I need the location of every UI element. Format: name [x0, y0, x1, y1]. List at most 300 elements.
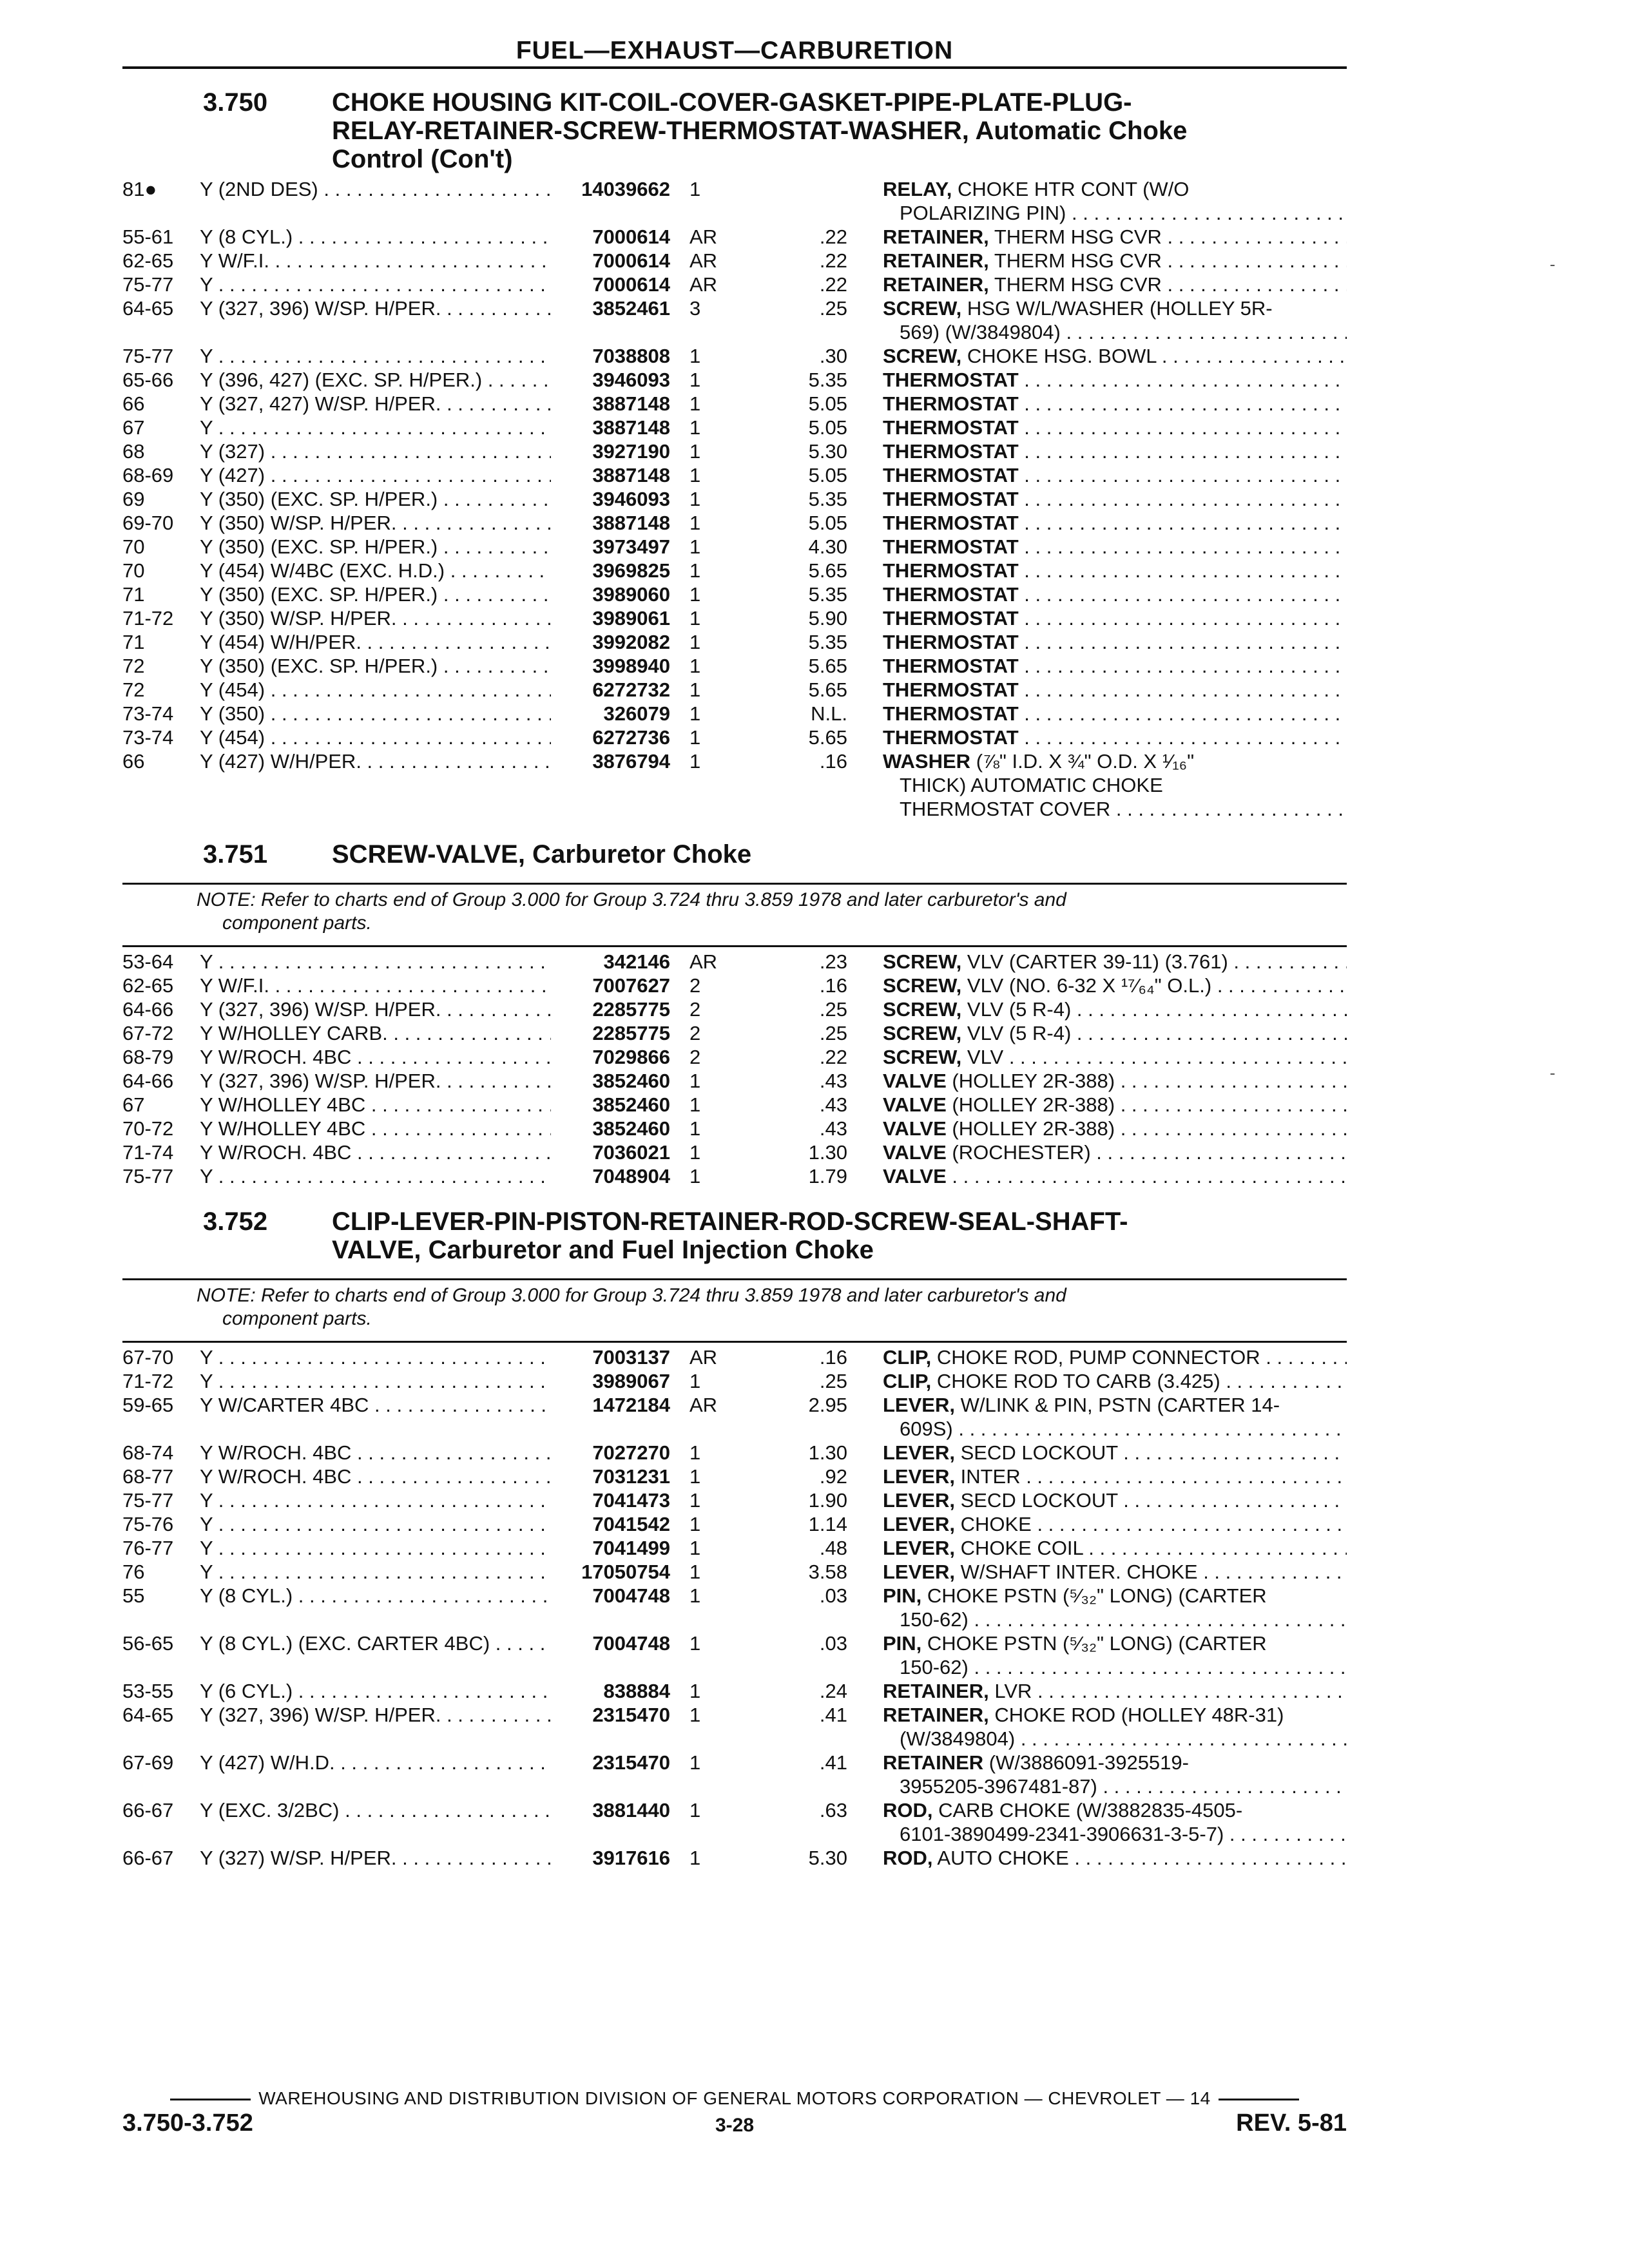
- description-line: [883, 1846, 1347, 1870]
- part-name: THERMOSTAT: [883, 607, 1019, 629]
- price: 5.05: [808, 392, 847, 415]
- description: [883, 1117, 1347, 1140]
- part-number: 3887148: [592, 416, 670, 439]
- description: [883, 950, 1347, 974]
- description-text: CHOKE ROD (HOLLEY 48R-31): [988, 1704, 1284, 1726]
- description: [883, 582, 1347, 606]
- description: [883, 974, 1347, 997]
- description-line: [883, 1417, 1347, 1441]
- table-row: [122, 559, 1347, 582]
- part-name: RETAINER: [883, 1751, 984, 1774]
- quantity: 1: [689, 726, 701, 749]
- description-text: SECD LOCKOUT . . .: [955, 1441, 1347, 1464]
- quantity: 1: [689, 345, 701, 367]
- description-text: CHOKE ROD TO CARB (3.425) . . .: [931, 1370, 1347, 1392]
- model-years: 67-69: [122, 1751, 174, 1774]
- model-years: 76: [122, 1561, 145, 1583]
- description-line: [883, 1345, 1347, 1369]
- part-number: 2315470: [592, 1751, 670, 1774]
- description-text: [1019, 702, 1347, 725]
- part-name: VALVE: [883, 1093, 947, 1116]
- part-name: THERMOSTAT: [883, 631, 1019, 653]
- description-text: [1019, 678, 1347, 701]
- table-row: [122, 1679, 1347, 1703]
- part-name: VALVE: [883, 1165, 947, 1187]
- quantity: AR: [689, 273, 718, 296]
- description-text: VLV (NO. 6-32 X ¹⁷⁄₆₄" O.L.) . . .: [961, 974, 1347, 997]
- description: [883, 702, 1347, 726]
- description-line: [883, 1117, 1347, 1140]
- part-number: 17050754: [581, 1561, 670, 1583]
- description: [883, 1703, 1347, 1751]
- quantity: 1: [689, 655, 701, 677]
- table-row: [122, 1441, 1347, 1465]
- section-title-line: CHOKE HOUSING KIT-COIL-COVER-GASKET-PIPE-PLATE-PLUG-: [332, 88, 1132, 117]
- section-title-line: CLIP-LEVER-PIN-PISTON-RETAINER-ROD-SCREW-SEAL-SHAFT-: [332, 1207, 1128, 1236]
- quantity: 1: [689, 1561, 701, 1583]
- part-name: RETAINER,: [883, 1680, 989, 1702]
- model-years: 62-65: [122, 974, 174, 997]
- description-text: THICK) AUTOMATIC CHOKE: [900, 774, 1163, 796]
- quantity: 1: [689, 1465, 701, 1488]
- part-number: 3973497: [592, 535, 670, 558]
- table-row: [122, 1021, 1347, 1045]
- part-number: 3852460: [592, 1117, 670, 1140]
- price: 5.35: [808, 488, 847, 510]
- application: Y (350) W/SP. H/PER. . . .: [200, 606, 551, 630]
- part-number: 7000614: [592, 249, 670, 272]
- description: [883, 177, 1347, 225]
- part-number: 3992082: [592, 631, 670, 653]
- section-title: [332, 88, 1347, 173]
- description-text: (W/3849804) . . .: [900, 1727, 1347, 1750]
- table-row: [122, 225, 1347, 249]
- description-text: 3955205-3967481-87) . . .: [900, 1775, 1347, 1798]
- application: Y W/F.I. . . .: [200, 249, 551, 273]
- price: 1.30: [808, 1141, 847, 1164]
- description-text: VLV (CARTER 39-11) (3.761) . . .: [961, 950, 1347, 973]
- model-years: 64-65: [122, 1704, 174, 1726]
- model-years: 75-77: [122, 1489, 174, 1512]
- description-text: CARB CHOKE (W/3882835-4505-: [932, 1799, 1243, 1821]
- part-number: 1472184: [592, 1394, 670, 1416]
- description: [883, 1369, 1347, 1393]
- price: .25: [819, 998, 847, 1021]
- quantity: 1: [689, 1751, 701, 1774]
- description-text: VLV . . .: [961, 1046, 1347, 1068]
- description: [883, 1164, 1347, 1188]
- part-number: 2285775: [592, 998, 670, 1021]
- part-name: RETAINER,: [883, 1704, 989, 1726]
- model-years: 66: [122, 750, 145, 773]
- quantity: 1: [689, 464, 701, 486]
- price: .92: [819, 1465, 847, 1488]
- description-text: [1019, 392, 1347, 415]
- part-number: 3876794: [592, 750, 670, 773]
- description-line: [883, 1393, 1347, 1417]
- price: 5.65: [808, 559, 847, 582]
- part-name: CLIP,: [883, 1346, 932, 1369]
- description-line: [883, 1069, 1347, 1093]
- application: Y W/HOLLEY 4BC . . .: [200, 1093, 551, 1117]
- part-name: RETAINER,: [883, 249, 989, 272]
- description-line: [883, 1441, 1347, 1465]
- part-name: SCREW,: [883, 345, 962, 367]
- note-line: component parts.: [222, 912, 372, 934]
- part-number: 3887148: [592, 392, 670, 415]
- description-line: [883, 177, 1347, 201]
- part-number: 7027270: [592, 1441, 670, 1464]
- footer-division-line: [122, 2088, 1347, 2109]
- application: Y W/ROCH. 4BC . . .: [200, 1465, 551, 1488]
- part-number: 7029866: [592, 1046, 670, 1068]
- description-text: CHOKE HTR CONT (W/O: [952, 178, 1190, 200]
- table-row: [122, 296, 1347, 344]
- table-row: [122, 1465, 1347, 1488]
- description-line: [883, 463, 1347, 487]
- description: [883, 463, 1347, 487]
- model-years: 73-74: [122, 726, 174, 749]
- part-number: 3946093: [592, 369, 670, 391]
- running-head: FUEL—EXHAUST—CARBURETION: [122, 35, 1347, 69]
- model-years: 64-66: [122, 998, 174, 1021]
- application: Y (454) W/4BC (EXC. H.D.) . . .: [200, 559, 551, 582]
- model-years: 68-74: [122, 1441, 174, 1464]
- table-row: [122, 630, 1347, 654]
- quantity: 1: [689, 750, 701, 773]
- model-years: 71: [122, 631, 145, 653]
- table-row: [122, 1369, 1347, 1393]
- application: Y (427) . . .: [200, 463, 551, 487]
- table-row: [122, 997, 1347, 1021]
- table-row: [122, 974, 1347, 997]
- price: .63: [819, 1799, 847, 1821]
- description-text: (W/3886091-3925519-: [983, 1751, 1189, 1774]
- part-number: 7031231: [592, 1465, 670, 1488]
- part-name: LEVER,: [883, 1537, 955, 1559]
- section-note: [122, 885, 1347, 947]
- price: 1.79: [808, 1165, 847, 1187]
- description: [883, 535, 1347, 559]
- description-text: (⅞" I.D. X ¾" O.D. X ¹⁄₁₆": [970, 750, 1195, 773]
- description: [883, 1512, 1347, 1536]
- quantity: AR: [689, 249, 718, 272]
- table-row: [122, 535, 1347, 559]
- description-text: (HOLLEY 2R-388) . . .: [947, 1070, 1347, 1092]
- quantity: 1: [689, 1584, 701, 1607]
- description-line: [883, 1751, 1347, 1774]
- model-years: 67-72: [122, 1022, 174, 1044]
- part-number: 7041473: [592, 1489, 670, 1512]
- note-line: NOTE: Refer to charts end of Group 3.000 for Group 3.724 thru 3.859 1978 and later carburetor's and: [197, 1285, 1066, 1306]
- application: Y W/HOLLEY CARB. . . .: [200, 1021, 551, 1045]
- application: Y . . .: [200, 344, 551, 368]
- price: .41: [819, 1751, 847, 1774]
- description-text: CHOKE . . .: [955, 1513, 1347, 1535]
- quantity: 1: [689, 1513, 701, 1535]
- application: Y (8 CYL.) (EXC. CARTER 4BC) . . .: [200, 1631, 551, 1655]
- quantity: 2: [689, 1046, 701, 1068]
- description-line: [883, 535, 1347, 559]
- description-text: 150-62) . . .: [900, 1608, 1347, 1631]
- part-name: LEVER,: [883, 1441, 955, 1464]
- description-line: [883, 582, 1347, 606]
- table-row: [122, 726, 1347, 749]
- table-row: [122, 273, 1347, 296]
- description-text: CHOKE PSTN (⁵⁄₃₂" LONG) (CARTER: [921, 1632, 1267, 1655]
- part-number: 7004748: [592, 1584, 670, 1607]
- part-name: WASHER: [883, 750, 971, 773]
- model-years: 71-74: [122, 1141, 174, 1164]
- part-number: 6272736: [592, 726, 670, 749]
- model-years: 68: [122, 440, 145, 463]
- application: Y (350) (EXC. SP. H/PER.) . . .: [200, 582, 551, 606]
- price: .48: [819, 1537, 847, 1559]
- part-number: 7003137: [592, 1346, 670, 1369]
- price: .25: [819, 297, 847, 320]
- model-years: 65-66: [122, 369, 174, 391]
- description-text: CHOKE COIL . . .: [955, 1537, 1347, 1559]
- part-number: 7000614: [592, 226, 670, 248]
- price: .03: [819, 1632, 847, 1655]
- quantity: 1: [689, 535, 701, 558]
- table-row: [122, 368, 1347, 392]
- part-number: 342146: [603, 950, 670, 973]
- note-line: component parts.: [222, 1308, 372, 1329]
- description-text: HSG W/L/WASHER (HOLLEY 5R-: [961, 297, 1273, 320]
- description: [883, 997, 1347, 1021]
- table-row: [122, 487, 1347, 511]
- application: Y W/HOLLEY 4BC . . .: [200, 1117, 551, 1140]
- part-number: 3917616: [592, 1847, 670, 1869]
- application: Y W/ROCH. 4BC . . .: [200, 1045, 551, 1069]
- section-number: 3.752: [203, 1207, 268, 1236]
- description: [883, 654, 1347, 678]
- description: [883, 1465, 1347, 1488]
- footer-revision: REV. 5-81: [1236, 2109, 1347, 2137]
- part-name: THERMOSTAT: [883, 678, 1019, 701]
- table-row: [122, 1536, 1347, 1560]
- section-heading: [122, 88, 1347, 173]
- table-row: [122, 749, 1347, 821]
- footer-rule-left: [170, 2099, 251, 2100]
- price: .16: [819, 974, 847, 997]
- table-row: [122, 1512, 1347, 1536]
- quantity: 1: [689, 1165, 701, 1187]
- part-number: 3946093: [592, 488, 670, 510]
- part-name: SCREW,: [883, 297, 962, 320]
- description-line: [883, 296, 1347, 320]
- description-text: [1019, 726, 1347, 749]
- price: .22: [819, 249, 847, 272]
- application: Y (350) (EXC. SP. H/PER.) . . .: [200, 487, 551, 511]
- parts-table: [122, 950, 1347, 1188]
- application: Y (350) . . .: [200, 702, 551, 726]
- application: Y W/CARTER 4BC . . .: [200, 1393, 551, 1417]
- description-text: CHOKE PSTN (⁵⁄₃₂" LONG) (CARTER: [921, 1584, 1267, 1607]
- description-line: [883, 511, 1347, 535]
- description: [883, 559, 1347, 582]
- description-line: [883, 225, 1347, 249]
- model-years: 67-70: [122, 1346, 174, 1369]
- quantity: AR: [689, 1346, 718, 1369]
- description-text: [1019, 369, 1347, 391]
- quantity: 1: [689, 1370, 701, 1392]
- model-years: 59-65: [122, 1394, 174, 1416]
- quantity: 1: [689, 1680, 701, 1702]
- table-row: [122, 1140, 1347, 1164]
- part-name: THERMOSTAT: [883, 583, 1019, 606]
- quantity: 1: [689, 559, 701, 582]
- price: 3.58: [808, 1561, 847, 1583]
- model-years: 81●: [122, 178, 157, 200]
- part-name: THERMOSTAT: [883, 559, 1019, 582]
- application: Y (350) (EXC. SP. H/PER.) . . .: [200, 535, 551, 559]
- description-line: [883, 950, 1347, 974]
- part-name: ROD,: [883, 1799, 933, 1821]
- page-footer: [122, 2088, 1347, 2142]
- part-name: SCREW,: [883, 1022, 962, 1044]
- part-number: 3989067: [592, 1370, 670, 1392]
- price: .22: [819, 273, 847, 296]
- quantity: 1: [689, 1537, 701, 1559]
- table-row: [122, 344, 1347, 368]
- table-row: [122, 1045, 1347, 1069]
- application: Y . . .: [200, 1488, 551, 1512]
- description-line: [883, 797, 1347, 821]
- description: [883, 368, 1347, 392]
- part-name: SCREW,: [883, 998, 962, 1021]
- application: Y (2ND DES) . . .: [200, 177, 551, 201]
- description-text: [1019, 416, 1347, 439]
- description-line: [883, 1774, 1347, 1798]
- part-name: VALVE: [883, 1141, 947, 1164]
- part-number: 3989061: [592, 607, 670, 629]
- part-name: ROD,: [883, 1847, 933, 1869]
- application: Y . . .: [200, 1345, 551, 1369]
- part-name: VALVE: [883, 1117, 947, 1140]
- model-years: 68-77: [122, 1465, 174, 1488]
- description: [883, 1093, 1347, 1117]
- description-text: AUTO CHOKE . . .: [933, 1847, 1347, 1869]
- price: 2.95: [808, 1394, 847, 1416]
- footer-section-range: 3.750-3.752: [122, 2109, 253, 2137]
- description: [883, 344, 1347, 368]
- price: 5.65: [808, 726, 847, 749]
- part-number: 838884: [603, 1680, 670, 1702]
- section-title-suffix: Automatic Choke: [975, 117, 1188, 145]
- description-text: 6101-3890499-2341-3906631-3-5-7) . . .: [900, 1823, 1347, 1845]
- description-text: (HOLLEY 2R-388) . . .: [947, 1117, 1347, 1140]
- table-row: [122, 678, 1347, 702]
- application: Y (350) (EXC. SP. H/PER.) . . .: [200, 654, 551, 678]
- description-line: [883, 1608, 1347, 1631]
- quantity: 1: [689, 583, 701, 606]
- model-years: 70: [122, 535, 145, 558]
- price: .16: [819, 1346, 847, 1369]
- quantity: 1: [689, 1093, 701, 1116]
- table-row: [122, 1393, 1347, 1441]
- price: .16: [819, 750, 847, 773]
- table-row: [122, 511, 1347, 535]
- table-row: [122, 606, 1347, 630]
- table-row: [122, 1345, 1347, 1369]
- description-line: [883, 749, 1347, 773]
- quantity: AR: [689, 950, 718, 973]
- description: [883, 678, 1347, 702]
- application: Y (327, 427) W/SP. H/PER. . . .: [200, 392, 551, 416]
- application: Y (327, 396) W/SP. H/PER. . . .: [200, 1703, 551, 1727]
- description-line: [883, 1560, 1347, 1584]
- model-years: 72: [122, 678, 145, 701]
- description-line: [883, 320, 1347, 344]
- description-line: [883, 487, 1347, 511]
- part-name: LEVER,: [883, 1561, 955, 1583]
- part-name: THERMOSTAT: [883, 512, 1019, 534]
- model-years: 66: [122, 392, 145, 415]
- description-line: [883, 1021, 1347, 1045]
- section-heading: [122, 1207, 1347, 1264]
- application: Y (427) W/H/PER. . . .: [200, 749, 551, 773]
- part-number: 7038808: [592, 345, 670, 367]
- table-row: [122, 1488, 1347, 1512]
- part-number: 3989060: [592, 583, 670, 606]
- quantity: 1: [689, 178, 701, 200]
- description-line: [883, 974, 1347, 997]
- application: Y (EXC. 3/2BC) . . .: [200, 1798, 551, 1822]
- note-line: NOTE: Refer to charts end of Group 3.000 for Group 3.724 thru 3.859 1978 and later carburetor's and: [197, 889, 1066, 910]
- description-line: [883, 1369, 1347, 1393]
- price: 5.90: [808, 607, 847, 629]
- quantity: 1: [689, 1141, 701, 1164]
- section-title-line: VALVE, Carburetor and Fuel Injection Choke: [332, 1236, 874, 1264]
- model-years: 55-61: [122, 226, 174, 248]
- description: [883, 1631, 1347, 1679]
- description-line: [883, 201, 1347, 225]
- description-line: [883, 630, 1347, 654]
- description: [883, 1045, 1347, 1069]
- table-row: [122, 582, 1347, 606]
- price: N.L.: [811, 702, 847, 725]
- quantity: 1: [689, 1799, 701, 1821]
- section-title: [332, 840, 1347, 869]
- description-line: [883, 344, 1347, 368]
- description: [883, 1441, 1347, 1465]
- part-number: 3881440: [592, 1799, 670, 1821]
- sections-container: [122, 88, 1347, 1870]
- description-line: [883, 1045, 1347, 1069]
- part-name: THERMOSTAT: [883, 488, 1019, 510]
- application: Y (327) . . .: [200, 439, 551, 463]
- part-name: SCREW,: [883, 950, 962, 973]
- quantity: 1: [689, 1704, 701, 1726]
- description: [883, 225, 1347, 249]
- application: Y . . .: [200, 1164, 551, 1188]
- description-text: [1019, 535, 1347, 558]
- price: .23: [819, 950, 847, 973]
- model-years: 67: [122, 1093, 145, 1116]
- quantity: 1: [689, 416, 701, 439]
- price: 5.05: [808, 416, 847, 439]
- model-years: 53-64: [122, 950, 174, 973]
- description-text: POLARIZING PIN) . . .: [900, 202, 1347, 224]
- table-row: [122, 1560, 1347, 1584]
- table-row: [122, 392, 1347, 416]
- part-number: 3887148: [592, 464, 670, 486]
- description-text: (HOLLEY 2R-388) . . .: [947, 1093, 1347, 1116]
- description: [883, 1560, 1347, 1584]
- model-years: 73-74: [122, 702, 174, 725]
